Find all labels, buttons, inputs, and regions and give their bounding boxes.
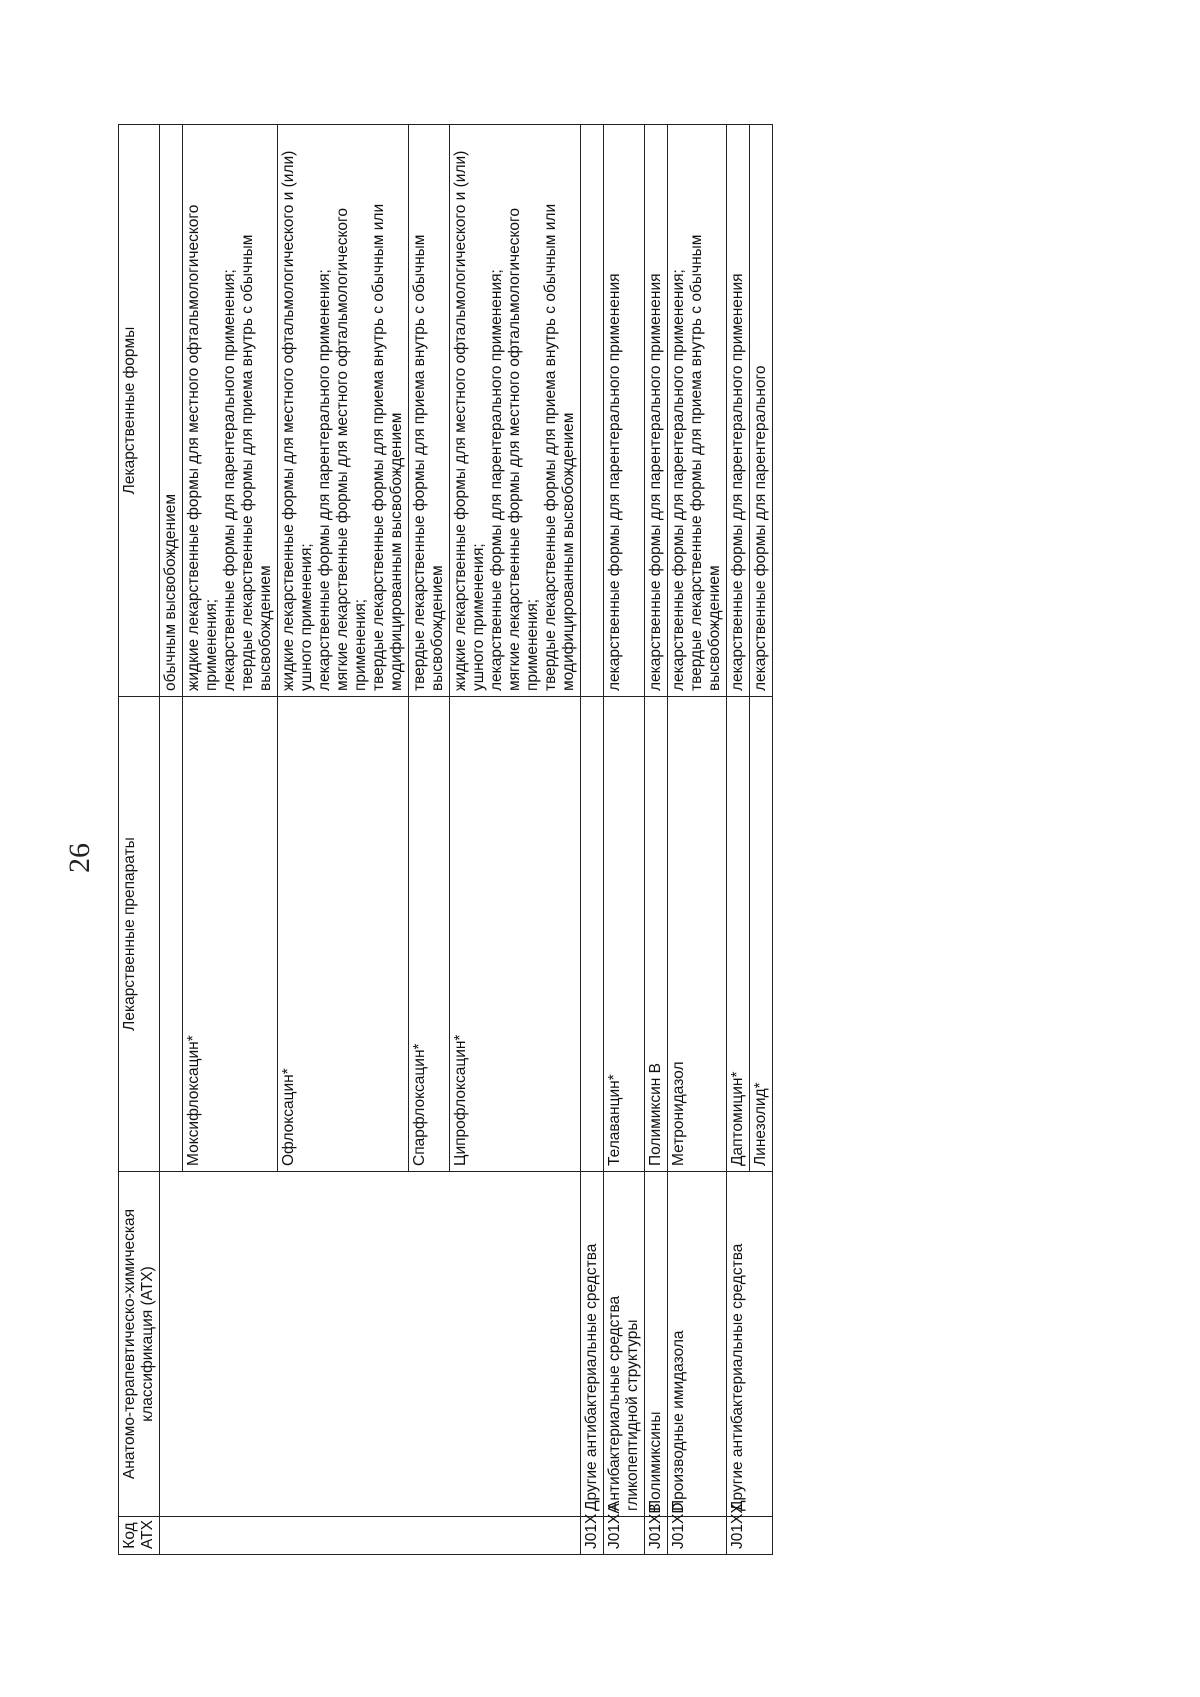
dosage-forms-cell [183, 125, 278, 697]
drug-name-cell: Линезолид* [750, 697, 773, 1172]
dosage-form-item: обычным высвобождением [162, 493, 179, 691]
dosage-form-item: лекарственные формы для парентерального применения; [670, 269, 687, 691]
dosage-form-item: твердые лекарственные формы для приема внутрь с обычным или модифицированным высвобождением [542, 203, 577, 691]
header-code: Код АТХ [119, 1517, 160, 1555]
atc-code-cell: J01XA [604, 1517, 645, 1555]
table-row [278, 125, 409, 1555]
drug-name-cell: Офлоксацин* [278, 697, 409, 1172]
dosage-form-item: лекарственные формы для парентерального применения [729, 273, 746, 691]
dosage-forms-cell [409, 125, 450, 697]
atc-code-cell [160, 1517, 183, 1555]
dosage-forms-cell [278, 125, 409, 697]
atc-code-cell: J01X [581, 1517, 604, 1555]
dosage-form-item: жидкие лекарственные формы для местного офтальмологического и (или) ушного применения; [280, 150, 315, 691]
table-row [409, 125, 450, 1555]
atc-class-cell [278, 1172, 409, 1517]
atc-code-cell: J01XX [727, 1517, 750, 1555]
dosage-forms-cell [160, 125, 183, 697]
dosage-form-item: мягкие лекарственные формы для местного офтальмологического применения; [334, 208, 369, 691]
atc-class-cell [160, 1172, 183, 1517]
page-number: 26 [63, 843, 96, 873]
atc-code-cell [450, 1517, 581, 1555]
header-classification: Анатомо-терапевтическо-химическая классификация (АТХ) [119, 1172, 160, 1517]
atc-class-cell [409, 1172, 450, 1517]
atc-class-cell: Другие антибактериальные средства [581, 1172, 604, 1517]
rotated-table-wrapper [118, 125, 1068, 1555]
drug-table [118, 124, 773, 1555]
atc-code-cell [278, 1517, 409, 1555]
drug-name-cell: Телаванцин* [604, 697, 645, 1172]
table-row [750, 125, 773, 1555]
drug-name-cell: Метронидазол [668, 697, 727, 1172]
dosage-forms-cell [668, 125, 727, 697]
dosage-form-item: жидкие лекарственные формы для местного офтальмологического применения; [185, 204, 220, 691]
table-row [450, 125, 581, 1555]
dosage-form-item: твердые лекарственные формы для приема внутрь с обычным или модифицированным высвобождением [370, 203, 405, 691]
table-header-row [119, 125, 160, 1555]
atc-class-cell: Производные имидазола [668, 1172, 727, 1517]
header-forms: Лекарственные формы [119, 125, 160, 697]
table-row [668, 125, 727, 1555]
drug-name-cell [581, 697, 604, 1172]
dosage-form-item: лекарственные формы для парентерального применения; [316, 269, 333, 691]
dosage-form-item: лекарственные формы для парентерального применения [647, 273, 664, 691]
atc-class-cell: Полимиксины [645, 1172, 668, 1517]
dosage-forms-cell [727, 125, 750, 697]
table-row [604, 125, 645, 1555]
atc-class-cell [750, 1172, 773, 1517]
dosage-forms-cell [450, 125, 581, 697]
atc-code-cell [409, 1517, 450, 1555]
dosage-form-item: лекарственные формы для парентерального применения; [488, 269, 505, 691]
drug-name-cell: Даптомицин* [727, 697, 750, 1172]
atc-class-cell: Другие антибактериальные средства [727, 1172, 750, 1517]
dosage-forms-cell [750, 125, 773, 697]
atc-class-cell [450, 1172, 581, 1517]
atc-code-cell: J01XD [668, 1517, 727, 1555]
table-row [160, 125, 183, 1555]
table-row [645, 125, 668, 1555]
dosage-form-item: лекарственные формы для парентерального [752, 365, 769, 691]
drug-name-cell: Ципрофлоксацин* [450, 697, 581, 1172]
drug-name-cell: Моксифлоксацин* [183, 697, 278, 1172]
dosage-forms-cell [581, 125, 604, 697]
table-body [160, 125, 773, 1555]
dosage-form-item: мягкие лекарственные формы для местного офтальмологического применения; [506, 208, 541, 691]
table-row [581, 125, 604, 1555]
dosage-form-item: лекарственные формы для парентерального применения [606, 273, 623, 691]
header-drugs: Лекарственные препараты [119, 697, 160, 1172]
atc-code-cell [183, 1517, 278, 1555]
drug-name-cell: Полимиксин В [645, 697, 668, 1172]
dosage-form-item: жидкие лекарственные формы для местного офтальмологического и (или) ушного применения; [452, 150, 487, 691]
atc-code-cell [750, 1517, 773, 1555]
atc-class-cell: Антибактериальные средства гликопептидной структуры [604, 1172, 645, 1517]
dosage-forms-cell [645, 125, 668, 697]
dosage-forms-cell [604, 125, 645, 697]
atc-class-cell [183, 1172, 278, 1517]
dosage-form-item: твердые лекарственные формы для приема внутрь с обычным высвобождением [688, 234, 723, 691]
dosage-form-item: твердые лекарственные формы для приема внутрь с обычным высвобождением [411, 234, 446, 691]
drug-name-cell [160, 697, 183, 1172]
table-row [183, 125, 278, 1555]
drug-name-cell: Спарфлоксацин* [409, 697, 450, 1172]
atc-code-cell: J01XB [645, 1517, 668, 1555]
dosage-form-item: твердые лекарственные формы для приема внутрь с обычным высвобождением [239, 234, 274, 691]
dosage-form-item: лекарственные формы для парентерального применения; [221, 269, 238, 691]
table-row [727, 125, 750, 1555]
